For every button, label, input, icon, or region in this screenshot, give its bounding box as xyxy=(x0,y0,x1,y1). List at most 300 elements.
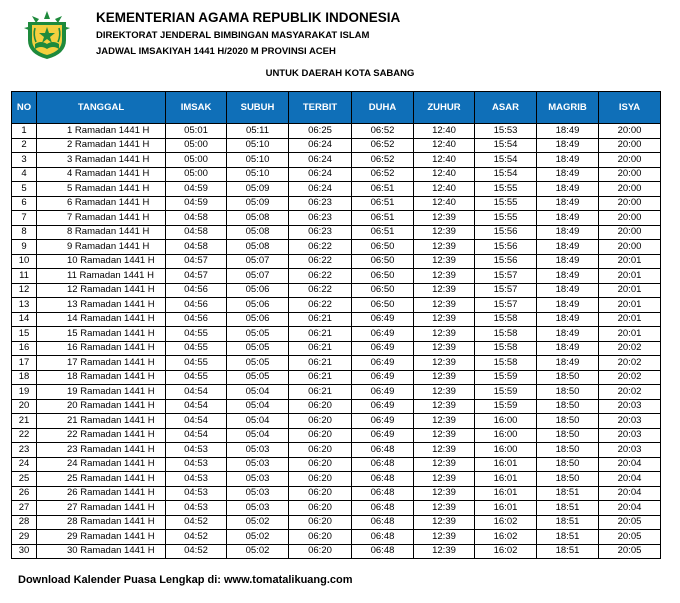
col-header-magrib: MAGRIB xyxy=(537,92,599,124)
table-cell: 05:08 xyxy=(227,240,289,255)
header-subtitle-2: JADWAL IMSAKIYAH 1441 H/2020 M PROVINSI ACEH xyxy=(96,46,336,57)
table-cell: 06:24 xyxy=(289,182,352,197)
table-cell: 05:00 xyxy=(166,153,227,168)
table-cell: 05:10 xyxy=(227,167,289,182)
table-cell: 18:51 xyxy=(537,515,599,530)
table-cell: 06:48 xyxy=(352,472,414,487)
table-row xyxy=(12,283,661,298)
table-cell: 06:24 xyxy=(289,138,352,153)
table-cell: 05:08 xyxy=(227,225,289,240)
table-cell: 04:55 xyxy=(166,341,227,356)
table-cell: 23 xyxy=(12,443,37,458)
region-title: UNTUK DAERAH KOTA SABANG xyxy=(265,68,415,79)
table-cell: 06:52 xyxy=(352,138,414,153)
table-cell: 06:21 xyxy=(289,327,352,342)
table-cell: 20:04 xyxy=(599,501,661,516)
table-cell: 20:00 xyxy=(599,240,661,255)
table-cell: 12:39 xyxy=(414,356,475,371)
table-row xyxy=(12,515,661,530)
col-header-asar: ASAR xyxy=(475,92,537,124)
table-cell: 16 Ramadan 1441 H xyxy=(37,341,166,356)
table-cell: 12:39 xyxy=(414,283,475,298)
table-cell: 18:50 xyxy=(537,457,599,472)
table-cell: 04:58 xyxy=(166,211,227,226)
table-cell: 06:52 xyxy=(352,153,414,168)
table-cell: 06:20 xyxy=(289,457,352,472)
table-row xyxy=(12,153,661,168)
table-cell: 15:58 xyxy=(475,327,537,342)
table-cell: 06:48 xyxy=(352,486,414,501)
table-cell: 8 xyxy=(12,225,37,240)
table-cell: 04:54 xyxy=(166,428,227,443)
table-cell: 20 xyxy=(12,399,37,414)
table-cell: 18:51 xyxy=(537,501,599,516)
table-row xyxy=(12,428,661,443)
table-cell: 20:02 xyxy=(599,356,661,371)
col-header-duha: DUHA xyxy=(352,92,414,124)
table-cell: 18 Ramadan 1441 H xyxy=(37,370,166,385)
table-cell: 12:40 xyxy=(414,138,475,153)
table-cell: 06:24 xyxy=(289,153,352,168)
table-cell: 18:49 xyxy=(537,196,599,211)
table-cell: 05:04 xyxy=(227,414,289,429)
table-cell: 05:05 xyxy=(227,341,289,356)
table-cell: 15:58 xyxy=(475,356,537,371)
table-cell: 8 Ramadan 1441 H xyxy=(37,225,166,240)
table-cell: 20:00 xyxy=(599,196,661,211)
table-cell: 18:49 xyxy=(537,327,599,342)
table-cell: 23 Ramadan 1441 H xyxy=(37,443,166,458)
table-cell: 15:56 xyxy=(475,225,537,240)
table-cell: 04:53 xyxy=(166,457,227,472)
table-cell: 12:39 xyxy=(414,298,475,313)
table-cell: 18:49 xyxy=(537,211,599,226)
table-cell: 20 Ramadan 1441 H xyxy=(37,399,166,414)
table-row xyxy=(12,182,661,197)
table-cell: 22 Ramadan 1441 H xyxy=(37,428,166,443)
table-cell: 04:53 xyxy=(166,486,227,501)
table-cell: 28 xyxy=(12,515,37,530)
table-cell: 20:00 xyxy=(599,182,661,197)
table-cell: 05:00 xyxy=(166,167,227,182)
table-row xyxy=(12,240,661,255)
table-cell: 19 Ramadan 1441 H xyxy=(37,385,166,400)
table-row xyxy=(12,341,661,356)
table-cell: 27 xyxy=(12,501,37,516)
footer-download-text: Download Kalender Puasa Lengkap di: www.tomatalikuang.com xyxy=(18,574,353,586)
table-cell: 13 Ramadan 1441 H xyxy=(37,298,166,313)
table-cell: 04:56 xyxy=(166,298,227,313)
table-cell: 16 xyxy=(12,341,37,356)
table-cell: 06:50 xyxy=(352,298,414,313)
table-cell: 20:00 xyxy=(599,211,661,226)
table-cell: 06:49 xyxy=(352,414,414,429)
table-cell: 04:54 xyxy=(166,414,227,429)
table-cell: 05:02 xyxy=(227,530,289,545)
table-cell: 18:50 xyxy=(537,443,599,458)
table-row xyxy=(12,472,661,487)
table-cell: 5 xyxy=(12,182,37,197)
table-cell: 29 Ramadan 1441 H xyxy=(37,530,166,545)
table-cell: 20:00 xyxy=(599,225,661,240)
table-cell: 12:39 xyxy=(414,457,475,472)
table-cell: 20:01 xyxy=(599,327,661,342)
table-row xyxy=(12,211,661,226)
table-cell: 12:39 xyxy=(414,240,475,255)
table-cell: 06:48 xyxy=(352,530,414,545)
table-cell: 12:39 xyxy=(414,312,475,327)
table-cell: 06:48 xyxy=(352,457,414,472)
table-cell: 06:51 xyxy=(352,196,414,211)
table-cell: 05:07 xyxy=(227,269,289,284)
table-cell: 04:57 xyxy=(166,269,227,284)
table-cell: 06:23 xyxy=(289,211,352,226)
table-cell: 12:39 xyxy=(414,269,475,284)
table-row xyxy=(12,196,661,211)
table-row xyxy=(12,327,661,342)
table-cell: 12:39 xyxy=(414,544,475,559)
table-cell: 18:49 xyxy=(537,240,599,255)
table-cell: 04:52 xyxy=(166,544,227,559)
table-cell: 18:49 xyxy=(537,341,599,356)
table-row xyxy=(12,124,661,139)
table-cell: 15 Ramadan 1441 H xyxy=(37,327,166,342)
table-row xyxy=(12,312,661,327)
table-cell: 04:52 xyxy=(166,515,227,530)
table-cell: 05:03 xyxy=(227,443,289,458)
table-row xyxy=(12,138,661,153)
table-cell: 15:57 xyxy=(475,283,537,298)
table-cell: 05:05 xyxy=(227,370,289,385)
table-row xyxy=(12,457,661,472)
table-cell: 06:21 xyxy=(289,370,352,385)
table-cell: 18:50 xyxy=(537,428,599,443)
table-cell: 04:57 xyxy=(166,254,227,269)
table-cell: 06:51 xyxy=(352,211,414,226)
table-cell: 05:05 xyxy=(227,356,289,371)
table-cell: 05:03 xyxy=(227,472,289,487)
table-cell: 29 xyxy=(12,530,37,545)
table-body xyxy=(12,124,661,559)
table-cell: 20:04 xyxy=(599,486,661,501)
table-cell: 06:23 xyxy=(289,225,352,240)
table-header-row xyxy=(12,92,661,124)
table-cell: 06:20 xyxy=(289,399,352,414)
table-row xyxy=(12,443,661,458)
table-cell: 06:49 xyxy=(352,356,414,371)
table-cell: 12:39 xyxy=(414,428,475,443)
table-cell: 21 xyxy=(12,414,37,429)
table-cell: 20:04 xyxy=(599,457,661,472)
table-cell: 12 xyxy=(12,283,37,298)
table-cell: 06:49 xyxy=(352,370,414,385)
table-cell: 12:39 xyxy=(414,472,475,487)
table-cell: 3 xyxy=(12,153,37,168)
table-cell: 05:05 xyxy=(227,327,289,342)
table-cell: 06:20 xyxy=(289,428,352,443)
header-subtitle: DIREKTORAT JENDERAL BIMBINGAN MASYARAKAT ISLAM xyxy=(96,30,370,41)
table-cell: 18:50 xyxy=(537,472,599,487)
table-cell: 06:48 xyxy=(352,501,414,516)
table-cell: 6 Ramadan 1441 H xyxy=(37,196,166,211)
table-cell: 12:39 xyxy=(414,385,475,400)
col-header-no: NO xyxy=(12,92,37,124)
table-cell: 28 Ramadan 1441 H xyxy=(37,515,166,530)
table-row xyxy=(12,486,661,501)
table-cell: 12:39 xyxy=(414,370,475,385)
table-row xyxy=(12,356,661,371)
table-cell: 20:02 xyxy=(599,370,661,385)
table-cell: 05:04 xyxy=(227,428,289,443)
table-cell: 05:03 xyxy=(227,457,289,472)
table-cell: 20:01 xyxy=(599,254,661,269)
col-header-subuh: SUBUH xyxy=(227,92,289,124)
table-cell: 15:59 xyxy=(475,385,537,400)
table-cell: 04:52 xyxy=(166,530,227,545)
table-cell: 17 Ramadan 1441 H xyxy=(37,356,166,371)
table-cell: 05:09 xyxy=(227,182,289,197)
table-cell: 06:50 xyxy=(352,254,414,269)
table-cell: 04:56 xyxy=(166,283,227,298)
table-cell: 06:20 xyxy=(289,501,352,516)
table-cell: 12 Ramadan 1441 H xyxy=(37,283,166,298)
table-cell: 15:55 xyxy=(475,196,537,211)
table-cell: 05:00 xyxy=(166,138,227,153)
table-cell: 25 Ramadan 1441 H xyxy=(37,472,166,487)
table-cell: 06:49 xyxy=(352,385,414,400)
table-cell: 16:00 xyxy=(475,414,537,429)
table-cell: 6 xyxy=(12,196,37,211)
table-cell: 06:20 xyxy=(289,472,352,487)
table-cell: 06:49 xyxy=(352,399,414,414)
table-cell: 06:21 xyxy=(289,312,352,327)
table-cell: 06:48 xyxy=(352,544,414,559)
table-cell: 1 Ramadan 1441 H xyxy=(37,124,166,139)
table-cell: 04:59 xyxy=(166,196,227,211)
table-cell: 12:40 xyxy=(414,182,475,197)
table-cell: 04:56 xyxy=(166,312,227,327)
table-cell: 20:03 xyxy=(599,443,661,458)
table-row xyxy=(12,370,661,385)
table-cell: 12:40 xyxy=(414,167,475,182)
col-header-zuhur: ZUHUR xyxy=(414,92,475,124)
table-cell: 12:39 xyxy=(414,501,475,516)
table-cell: 15:59 xyxy=(475,370,537,385)
col-header-isya: ISYA xyxy=(599,92,661,124)
table-cell: 2 xyxy=(12,138,37,153)
table-cell: 06:50 xyxy=(352,283,414,298)
table-cell: 15:56 xyxy=(475,240,537,255)
table-cell: 06:21 xyxy=(289,356,352,371)
table-cell: 26 xyxy=(12,486,37,501)
table-cell: 06:50 xyxy=(352,269,414,284)
table-cell: 05:04 xyxy=(227,399,289,414)
table-cell: 12:39 xyxy=(414,443,475,458)
table-cell: 16:01 xyxy=(475,486,537,501)
table-cell: 05:06 xyxy=(227,283,289,298)
table-cell: 18:51 xyxy=(537,544,599,559)
table-cell: 15:55 xyxy=(475,182,537,197)
table-cell: 04:54 xyxy=(166,399,227,414)
table-cell: 06:23 xyxy=(289,196,352,211)
table-cell: 04:55 xyxy=(166,327,227,342)
table-cell: 12:39 xyxy=(414,486,475,501)
table-cell: 06:49 xyxy=(352,312,414,327)
table-cell: 04:58 xyxy=(166,225,227,240)
table-cell: 16:00 xyxy=(475,443,537,458)
table-cell: 26 Ramadan 1441 H xyxy=(37,486,166,501)
table-cell: 06:49 xyxy=(352,428,414,443)
table-cell: 04:55 xyxy=(166,370,227,385)
table-cell: 06:49 xyxy=(352,327,414,342)
table-cell: 24 xyxy=(12,457,37,472)
table-cell: 04:58 xyxy=(166,240,227,255)
table-cell: 15:57 xyxy=(475,298,537,313)
table-cell: 18:50 xyxy=(537,370,599,385)
table-cell: 14 xyxy=(12,312,37,327)
table-row xyxy=(12,399,661,414)
table-cell: 12:39 xyxy=(414,211,475,226)
table-cell: 1 xyxy=(12,124,37,139)
table-cell: 16:02 xyxy=(475,544,537,559)
table-cell: 05:02 xyxy=(227,544,289,559)
table-cell: 18:49 xyxy=(537,153,599,168)
imsakiyah-table xyxy=(11,91,661,559)
table-cell: 18:49 xyxy=(537,312,599,327)
table-cell: 20:02 xyxy=(599,341,661,356)
kemenag-emblem-icon xyxy=(21,10,73,60)
table-cell: 10 xyxy=(12,254,37,269)
table-cell: 12:39 xyxy=(414,399,475,414)
table-cell: 25 xyxy=(12,472,37,487)
table-cell: 06:22 xyxy=(289,269,352,284)
table-cell: 7 xyxy=(12,211,37,226)
table-cell: 15:53 xyxy=(475,124,537,139)
table-cell: 18:50 xyxy=(537,414,599,429)
table-cell: 12:39 xyxy=(414,327,475,342)
table-cell: 15:54 xyxy=(475,138,537,153)
table-cell: 06:50 xyxy=(352,240,414,255)
table-cell: 20:00 xyxy=(599,138,661,153)
table-cell: 06:52 xyxy=(352,167,414,182)
table-cell: 15:54 xyxy=(475,167,537,182)
table-cell: 16:01 xyxy=(475,457,537,472)
table-cell: 18:49 xyxy=(537,124,599,139)
table-cell: 06:20 xyxy=(289,486,352,501)
table-cell: 27 Ramadan 1441 H xyxy=(37,501,166,516)
table-cell: 20:05 xyxy=(599,544,661,559)
table-cell: 11 Ramadan 1441 H xyxy=(37,269,166,284)
table-cell: 15:57 xyxy=(475,269,537,284)
table-row xyxy=(12,544,661,559)
table-row xyxy=(12,254,661,269)
table-cell: 05:02 xyxy=(227,515,289,530)
table-cell: 20:00 xyxy=(599,124,661,139)
table-cell: 12:39 xyxy=(414,530,475,545)
table-cell: 06:51 xyxy=(352,225,414,240)
table-cell: 18:49 xyxy=(537,298,599,313)
table-cell: 06:48 xyxy=(352,443,414,458)
table-cell: 7 Ramadan 1441 H xyxy=(37,211,166,226)
table-cell: 04:55 xyxy=(166,356,227,371)
table-cell: 15:54 xyxy=(475,153,537,168)
table-cell: 04:53 xyxy=(166,443,227,458)
table-cell: 04:53 xyxy=(166,501,227,516)
table-cell: 12:39 xyxy=(414,341,475,356)
table-cell: 20:00 xyxy=(599,167,661,182)
table-cell: 17 xyxy=(12,356,37,371)
table-cell: 05:10 xyxy=(227,153,289,168)
table-cell: 15:56 xyxy=(475,254,537,269)
table-cell: 16:02 xyxy=(475,515,537,530)
table-cell: 16:02 xyxy=(475,530,537,545)
table-cell: 04:59 xyxy=(166,182,227,197)
table-cell: 06:24 xyxy=(289,167,352,182)
table-cell: 16:01 xyxy=(475,472,537,487)
col-header-terbit: TERBIT xyxy=(289,92,352,124)
table-cell: 06:21 xyxy=(289,341,352,356)
table-cell: 20:01 xyxy=(599,312,661,327)
table-cell: 9 Ramadan 1441 H xyxy=(37,240,166,255)
table-cell: 20:01 xyxy=(599,269,661,284)
table-row xyxy=(12,501,661,516)
table-cell: 06:20 xyxy=(289,544,352,559)
table-cell: 15 xyxy=(12,327,37,342)
table-cell: 18:49 xyxy=(537,356,599,371)
table-cell: 20:03 xyxy=(599,414,661,429)
table-cell: 05:09 xyxy=(227,196,289,211)
table-cell: 05:01 xyxy=(166,124,227,139)
table-row xyxy=(12,414,661,429)
table-cell: 30 Ramadan 1441 H xyxy=(37,544,166,559)
table-cell: 06:25 xyxy=(289,124,352,139)
table-row xyxy=(12,298,661,313)
table-cell: 24 Ramadan 1441 H xyxy=(37,457,166,472)
table-cell: 06:48 xyxy=(352,515,414,530)
table-cell: 06:52 xyxy=(352,124,414,139)
table-row xyxy=(12,385,661,400)
table-row xyxy=(12,269,661,284)
table-cell: 05:06 xyxy=(227,298,289,313)
table-cell: 06:51 xyxy=(352,182,414,197)
table-cell: 22 xyxy=(12,428,37,443)
table-cell: 05:06 xyxy=(227,312,289,327)
table-row xyxy=(12,225,661,240)
table-cell: 05:03 xyxy=(227,486,289,501)
header-title: KEMENTERIAN AGAMA REPUBLIK INDONESIA xyxy=(96,10,401,25)
col-header-imsak: IMSAK xyxy=(166,92,227,124)
table-cell: 30 xyxy=(12,544,37,559)
table-cell: 06:22 xyxy=(289,240,352,255)
table-cell: 05:04 xyxy=(227,385,289,400)
table-cell: 06:22 xyxy=(289,283,352,298)
table-cell: 20:05 xyxy=(599,515,661,530)
table-cell: 13 xyxy=(12,298,37,313)
table-cell: 06:21 xyxy=(289,385,352,400)
table-cell: 18:51 xyxy=(537,530,599,545)
table-cell: 16:01 xyxy=(475,501,537,516)
table-cell: 4 xyxy=(12,167,37,182)
table-cell: 18:50 xyxy=(537,385,599,400)
table-row xyxy=(12,530,661,545)
table-cell: 05:03 xyxy=(227,501,289,516)
table-cell: 14 Ramadan 1441 H xyxy=(37,312,166,327)
table-cell: 12:39 xyxy=(414,254,475,269)
table-cell: 20:01 xyxy=(599,298,661,313)
table-cell: 04:53 xyxy=(166,472,227,487)
table-cell: 18:49 xyxy=(537,269,599,284)
table-cell: 06:22 xyxy=(289,298,352,313)
